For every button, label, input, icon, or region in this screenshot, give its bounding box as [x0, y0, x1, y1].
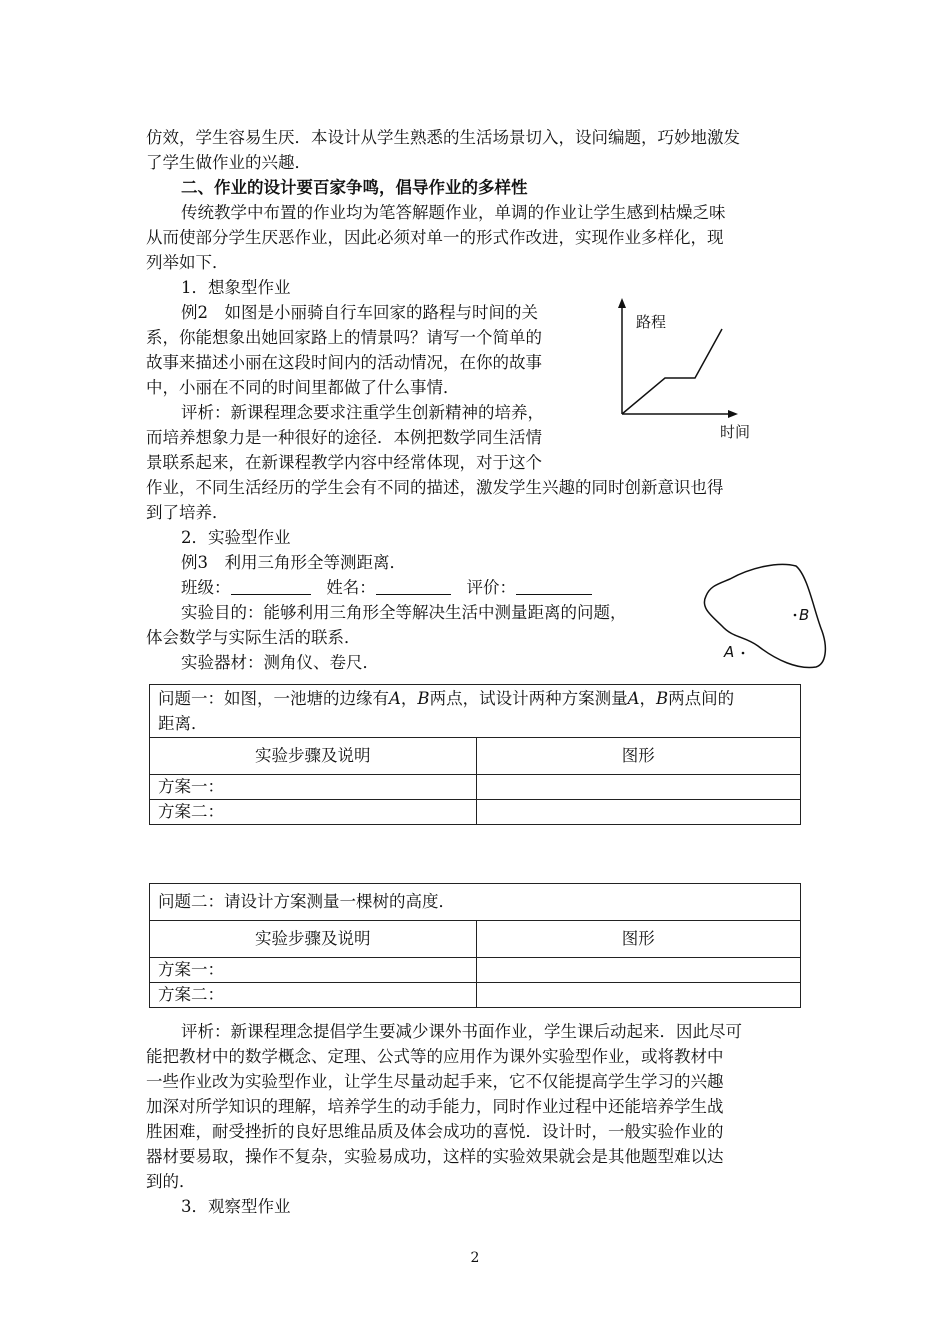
class-blank[interactable] [231, 578, 311, 595]
column-header-steps: 实验步骤及说明 [150, 738, 477, 775]
text-line: 器材要易取，操作不复杂，实验易成功，这样的实验效果就会是其他题型难以达 [146, 1147, 724, 1166]
form-fields-line [181, 576, 592, 600]
text-line: 评析：新课程理念要求注重学生创新精神的培养， [181, 403, 544, 422]
plan-two-cell[interactable]: 方案二： [150, 983, 477, 1008]
score-blank[interactable] [516, 578, 592, 595]
text-line: 到了培养． [146, 503, 229, 522]
problem-two-table [149, 883, 801, 1008]
text-line: 评析：新课程理念提倡学生要减少课外书面作业，学生课后动起来．因此尽可 [181, 1022, 742, 1041]
plan-one-figure-cell[interactable] [476, 775, 801, 800]
text-line: 传统教学中布置的作业均为笔答解题作业，单调的作业让学生感到枯燥乏味 [181, 203, 726, 222]
class-label: 班级： [181, 578, 231, 597]
text-line: 实验器材：测角仪、卷尺． [181, 653, 379, 672]
subsection-heading: 2．实验型作业 [181, 528, 291, 547]
text-line: 一些作业改为实验型作业，让学生尽量动起手来，它不仅能提高学生学习的兴趣 [146, 1072, 724, 1091]
text-line: 系，你能想象出她回家路上的情景吗？请写一个简单的 [146, 328, 542, 347]
subsection-heading: 1．想象型作业 [181, 278, 291, 297]
plan-two-figure-cell[interactable] [476, 800, 801, 825]
text-line: 作业，不同生活经历的学生会有不同的描述，激发学生兴趣的同时创新意识也得 [146, 478, 724, 497]
text-line: 仿效，学生容易生厌．本设计从学生熟悉的生活场景切入，设问编题，巧妙地激发 [146, 128, 740, 147]
point-a-dot [742, 652, 745, 655]
distance-time-line [622, 329, 722, 414]
plan-two-figure-cell[interactable] [476, 983, 801, 1008]
point-b-dot [794, 614, 797, 617]
plan-one-cell[interactable]: 方案一： [150, 775, 477, 800]
y-axis-label: 路程 [636, 313, 667, 331]
text-line: 例3 利用三角形全等测距离． [181, 553, 406, 572]
text-line: 列举如下． [146, 253, 229, 272]
x-axis-arrow-icon [728, 410, 738, 418]
text-line: 了学生做作业的兴趣． [146, 153, 311, 172]
name-blank[interactable] [376, 578, 451, 595]
point-b-label: B [799, 606, 810, 624]
text-line: 景联系起来，在新课程教学内容中经常体现，对于这个 [146, 453, 542, 472]
text-line: 到的． [146, 1172, 196, 1191]
text-line: 能把教材中的数学概念、定理、公式等的应用作为课外实验型作业，或将教材中 [146, 1047, 724, 1066]
x-axis-label: 时间 [720, 423, 751, 441]
y-axis-arrow-icon [618, 298, 626, 308]
text-line: 中，小丽在不同的时间里都做了什么事情． [146, 378, 460, 397]
problem-two-question: 问题二：请设计方案测量一棵树的高度． [150, 884, 801, 921]
plan-one-figure-cell[interactable] [476, 958, 801, 983]
score-label: 评价： [466, 578, 516, 597]
text-line: 体会数学与实际生活的联系． [146, 628, 361, 647]
text-line: 实验目的：能够利用三角形全等解决生活中测量距离的问题， [181, 603, 627, 622]
text-line: 故事来描述小丽在这段时间内的活动情况，在你的故事 [146, 353, 542, 372]
text-line: 加深对所学知识的理解，培养学生的动手能力，同时作业过程中还能培养学生战 [146, 1097, 724, 1116]
plan-one-cell[interactable]: 方案一： [150, 958, 477, 983]
problem-one-table [149, 684, 801, 825]
subsection-heading: 3．观察型作业 [181, 1197, 291, 1216]
name-label: 姓名： [326, 578, 376, 597]
text-line: 胜困难，耐受挫折的良好思维品质及体会成功的喜悦．设计时，一般实验作业的 [146, 1122, 724, 1141]
plan-two-cell[interactable]: 方案二： [150, 800, 477, 825]
column-header-figure: 图形 [476, 921, 801, 958]
column-header-figure: 图形 [476, 738, 801, 775]
problem-one-question: 问题一：如图，一池塘的边缘有A，B两点，试设计两种方案测量A，B两点间的 距离． [150, 685, 801, 738]
text-line: 从而使部分学生厌恶作业，因此必须对单一的形式作改进，实现作业多样化，现 [146, 228, 724, 247]
page-number: 2 [470, 1250, 480, 1266]
column-header-steps: 实验步骤及说明 [150, 921, 477, 958]
pond-figure [698, 556, 832, 674]
distance-time-graph [610, 296, 760, 446]
point-a-label: A [724, 643, 735, 661]
text-line: 而培养想象力是一种很好的途径．本例把数学同生活情 [146, 428, 542, 447]
section-heading: 二、作业的设计要百家争鸣，倡导作业的多样性 [181, 178, 528, 197]
text-line: 例2 如图是小丽骑自行车回家的路程与时间的关 [181, 303, 538, 322]
